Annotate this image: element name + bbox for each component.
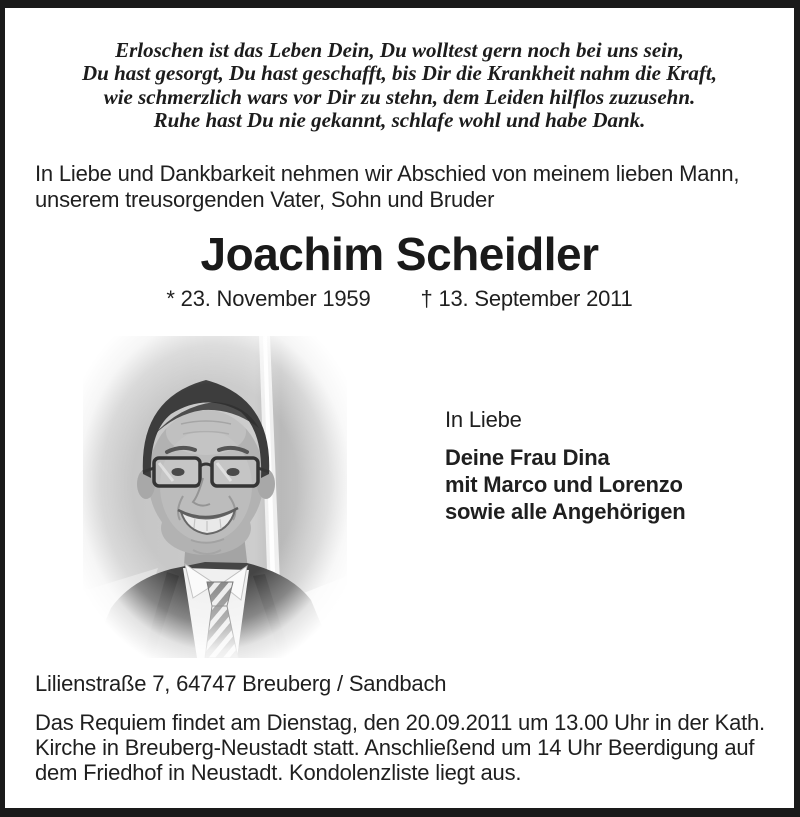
portrait-photo — [83, 336, 347, 658]
poem-line: Erloschen ist das Leben Dein, Du wolltest gern noch bei uns sein, — [115, 38, 684, 62]
mourners-names — [445, 444, 686, 525]
deceased-name: Joachim Scheidler — [200, 228, 599, 280]
death-date: † 13. September 2011 — [420, 286, 633, 311]
farewell-text-line: In Liebe und Dankbarkeit nehmen wir Abschied von meinem lieben Mann, — [35, 161, 740, 186]
mourners-block — [445, 408, 686, 525]
mourners-salutation: In Liebe — [445, 407, 522, 432]
birth-date: * 23. November 1959 — [166, 286, 371, 311]
home-address: Lilienstraße 7, 64747 Breuberg / Sandbach — [35, 671, 447, 696]
mourner-line: mit Marco und Lorenzo — [445, 472, 683, 497]
poem-line: Ruhe hast Du nie gekannt, schlafe wohl und habe Dank. — [153, 108, 646, 133]
funeral-details-line: Das Requiem findet am Dienstag, den 20.09.2011 um 13.00 Uhr in der Kath. — [35, 710, 765, 735]
farewell-text — [35, 161, 739, 213]
mourner-line: Deine Frau Dina — [445, 445, 610, 470]
poem-line: wie schmerzlich wars vor Dir zu stehn, dem Leiden hilflos zuzusehn. — [103, 84, 696, 109]
portrait-photo-image — [83, 336, 347, 658]
mourner-line: sowie alle Angehörigen — [445, 499, 686, 524]
poem-line: Du hast gesorgt, Du hast geschafft, bis Dir die Krankheit nahm die Kraft, — [82, 61, 717, 86]
funeral-details — [35, 710, 765, 785]
farewell-text-line: unserem treusorgenden Vater, Sohn und Bruder — [35, 187, 495, 212]
memorial-poem — [5, 39, 794, 133]
funeral-details-line: Kirche in Breuberg-Neustadt statt. Anschließend um 14 Uhr Beerdigung auf — [35, 735, 755, 760]
funeral-details-line: dem Friedhof in Neustadt. Kondolenzliste liegt aus. — [35, 760, 522, 785]
life-dates — [5, 287, 794, 311]
